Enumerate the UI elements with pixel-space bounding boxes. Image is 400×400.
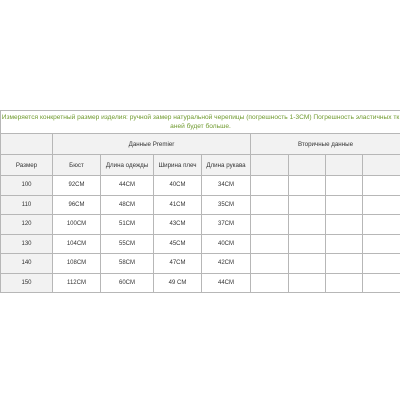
secondary-cell xyxy=(326,215,363,235)
bust-cell: 92CM xyxy=(53,176,101,196)
shoulder-cell: 40CM xyxy=(154,176,202,196)
sleeve-cell: 42CM xyxy=(202,254,251,274)
secondary-cell xyxy=(363,195,400,215)
length-cell: 55CM xyxy=(101,234,154,254)
bust-cell: 96CM xyxy=(53,195,101,215)
secondary-cell xyxy=(289,273,326,293)
header-premier-data: Данные Premier xyxy=(53,134,251,155)
sleeve-cell: 40CM xyxy=(202,234,251,254)
table-row xyxy=(1,215,400,235)
secondary-cell xyxy=(289,155,326,176)
secondary-cell xyxy=(363,234,400,254)
size-cell: 130 xyxy=(1,234,53,254)
size-cell: 140 xyxy=(1,254,53,274)
shoulder-cell: 43CM xyxy=(154,215,202,235)
header-shoulder: Ширина плеч xyxy=(154,155,202,176)
shoulder-cell: 41CM xyxy=(154,195,202,215)
length-cell: 60CM xyxy=(101,273,154,293)
secondary-cell xyxy=(251,234,289,254)
sleeve-cell: 34CM xyxy=(202,176,251,196)
length-cell: 58CM xyxy=(101,254,154,274)
size-cell: 120 xyxy=(1,215,53,235)
table-row xyxy=(1,254,400,274)
bust-cell: 112CM xyxy=(53,273,101,293)
table-row xyxy=(1,176,400,196)
secondary-cell xyxy=(363,215,400,235)
bust-cell: 104CM xyxy=(53,234,101,254)
secondary-cell xyxy=(326,155,363,176)
header-blank xyxy=(1,134,53,155)
length-cell: 44CM xyxy=(101,176,154,196)
length-cell: 51CM xyxy=(101,215,154,235)
header-sleeve: Длина рукава xyxy=(202,155,251,176)
bust-cell: 100CM xyxy=(53,215,101,235)
secondary-cell xyxy=(363,273,400,293)
measurement-note: Измеряется конкретный размер изделия: ручной замер натуральной черепицы (погрешность 1-3CM) Погрешность эластичных тк аней будет больше. xyxy=(1,111,400,134)
size-cell: 110 xyxy=(1,195,53,215)
secondary-cell xyxy=(326,254,363,274)
table-row xyxy=(1,234,400,254)
secondary-cell xyxy=(363,155,400,176)
secondary-cell xyxy=(251,215,289,235)
secondary-cell xyxy=(251,155,289,176)
secondary-cell xyxy=(289,234,326,254)
secondary-cell xyxy=(251,195,289,215)
size-cell: 150 xyxy=(1,273,53,293)
secondary-cell xyxy=(289,195,326,215)
secondary-cell xyxy=(289,254,326,274)
secondary-cell xyxy=(326,176,363,196)
header-size: Размер xyxy=(1,155,53,176)
sleeve-cell: 35CM xyxy=(202,195,251,215)
secondary-cell xyxy=(251,176,289,196)
secondary-cell xyxy=(326,234,363,254)
secondary-cell xyxy=(326,273,363,293)
size-chart-table xyxy=(0,110,400,293)
secondary-cell xyxy=(251,254,289,274)
shoulder-cell: 47CM xyxy=(154,254,202,274)
header-secondary-data: Вторичные данные xyxy=(251,134,400,155)
table-row xyxy=(1,195,400,215)
secondary-cell xyxy=(289,215,326,235)
header-bust: Бюст xyxy=(53,155,101,176)
sleeve-cell: 44CM xyxy=(202,273,251,293)
table-row xyxy=(1,273,400,293)
secondary-cell xyxy=(326,195,363,215)
sleeve-cell: 37CM xyxy=(202,215,251,235)
secondary-cell xyxy=(251,273,289,293)
secondary-cell xyxy=(363,176,400,196)
header-length: Длина одежды xyxy=(101,155,154,176)
size-cell: 100 xyxy=(1,176,53,196)
secondary-cell xyxy=(289,176,326,196)
shoulder-cell: 49 CM xyxy=(154,273,202,293)
length-cell: 48CM xyxy=(101,195,154,215)
secondary-cell xyxy=(363,254,400,274)
bust-cell: 108CM xyxy=(53,254,101,274)
shoulder-cell: 45CM xyxy=(154,234,202,254)
